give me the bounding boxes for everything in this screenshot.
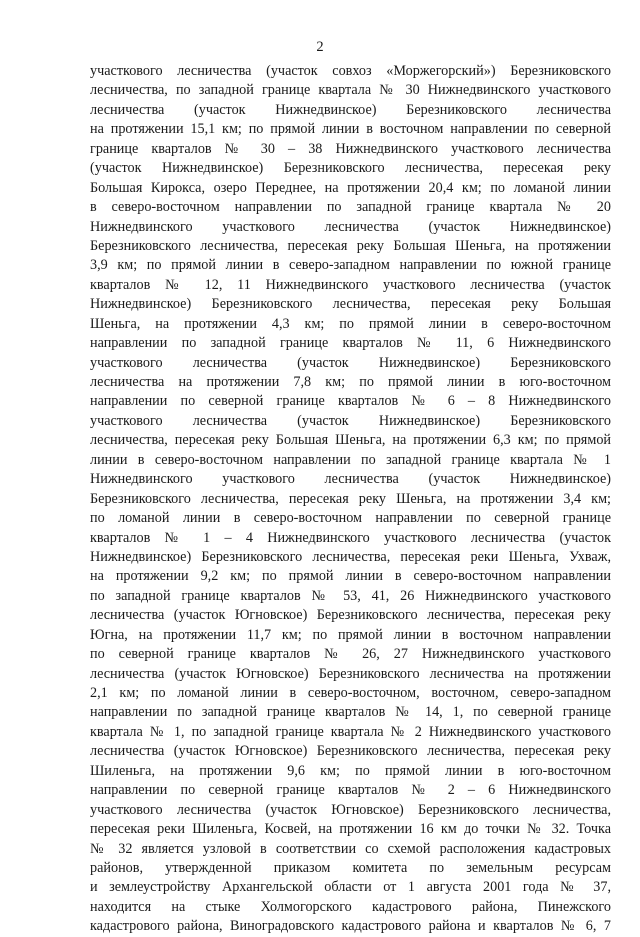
text-line: Шеньга, на протяжении 4,3 км; по прямой линии в северо-восточном bbox=[90, 315, 611, 332]
text-line: лесничества (участок Югновское) Березниковского лесничества на протяжении bbox=[90, 665, 611, 682]
text-line: № 32 является узловой в соответствии со схемой расположения кадастровых bbox=[90, 840, 611, 857]
text-line: кварталов № 12, 11 Нижнедвинского участкового лесничества (участок bbox=[90, 276, 611, 293]
body-text bbox=[90, 62, 611, 937]
page-number: 2 bbox=[316, 39, 324, 55]
text-line: Югна, на протяжении 11,7 км; по прямой линии в восточном направлении bbox=[90, 626, 611, 643]
text-line: на протяжении 9,2 км; по прямой линии в северо-восточном направлении bbox=[90, 568, 611, 585]
text-line: и землеустройству Архангельской области от 1 августа 2001 года № 37, bbox=[90, 879, 611, 896]
text-line: участкового лесничества (участок Югновское) Березниковского лесничества, bbox=[90, 801, 611, 818]
text-line: лесничества (участок Югновское) Березниковского лесничества, пересекая реку bbox=[90, 607, 611, 624]
text-line: пересекая реки Шиленьга, Косвей, на протяжении 16 км до точки № 32. Точка bbox=[90, 821, 611, 838]
text-line: Нижнедвинское) Березниковского лесничества, пересекая реку Большая bbox=[90, 296, 611, 313]
text-line: Березниковского лесничества, пересекая реку Шеньга, на протяжении 3,4 км; bbox=[90, 490, 611, 507]
text-line: лесничества, пересекая реку Большая Шеньга, на протяжении 6,3 км; по прямой bbox=[90, 432, 611, 449]
text-line: Нижнедвинского участкового лесничества (участок Нижнедвинское) bbox=[90, 471, 611, 488]
text-line: квартала № 1, по западной границе квартала № 2 Нижнедвинского участкового bbox=[90, 723, 611, 740]
text-line: лесничества (участок Югновское) Березниковского лесничества, пересекая реку bbox=[90, 743, 611, 760]
text-line: районов, утвержденной приказом комитета по земельным ресурсам bbox=[90, 859, 611, 876]
text-line: направлении по западной границе кварталов № 11, 6 Нижнедвинского bbox=[90, 335, 611, 352]
text-line: в северо-восточном направлении по западной границе квартала № 20 bbox=[90, 199, 611, 216]
text-line: находится на стыке Холмогорского кадастрового района, Пинежского bbox=[90, 898, 611, 915]
text-line: лесничества, по западной границе квартала № 30 Нижнедвинского участкового bbox=[90, 82, 611, 99]
text-line: участкового лесничества (участок Нижнедвинское) Березниковского bbox=[90, 412, 611, 429]
text-line: (участок Нижнедвинское) Березниковского лесничества, пересекая реку bbox=[90, 160, 611, 177]
text-line: Нижнедвинское) Березниковского лесничества, пересекая реки Шеньга, Ухваж, bbox=[90, 548, 611, 565]
text-line: по западной границе кварталов № 53, 41, 26 Нижнедвинского участкового bbox=[90, 587, 611, 604]
text-line: лесничества на протяжении 7,8 км; по прямой линии в юго-восточном bbox=[90, 374, 611, 390]
text-line: по северной границе кварталов № 26, 27 Нижнедвинского участкового bbox=[90, 646, 611, 663]
text-line: кадастрового района, Виноградовского кадастрового района и кварталов № 6, 7 bbox=[90, 918, 611, 935]
text-line: кварталов № 1 – 4 Нижнедвинского участкового лесничества (участок bbox=[90, 529, 611, 546]
text-line: Березниковского лесничества, пересекая реку Большая Шеньга, на протяжении bbox=[90, 237, 611, 254]
text-line: направлении по северной границе кварталов № 2 – 6 Нижнедвинского bbox=[90, 782, 611, 799]
text-line: участкового лесничества (участок Нижнедвинское) Березниковского bbox=[90, 354, 611, 371]
text-line: Шиленьга, на протяжении 9,6 км; по прямой линии в юго-восточном bbox=[90, 762, 611, 779]
text-line: участкового лесничества (участок совхоз «Моржегорский») Березниковского bbox=[90, 63, 611, 79]
text-line: 2,1 км; по ломаной линии в северо-восточном, восточном, северо-западном bbox=[90, 685, 611, 701]
text-line: на протяжении 15,1 км; по прямой линии в восточном направлении по северной bbox=[90, 121, 611, 138]
text-line: по ломаной линии в северо-восточном направлении по северной границе bbox=[90, 510, 611, 527]
text-line: границе кварталов № 30 – 38 Нижнедвинского участкового лесничества bbox=[90, 140, 611, 157]
text-line: 3,9 км; по прямой линии в северо-западном направлении по южной границе bbox=[90, 257, 611, 274]
text-line: Большая Кирокса, озеро Переднее, на протяжении 20,4 км; по ломаной линии bbox=[90, 179, 611, 196]
text-line: линии в северо-восточном направлении по западной границе квартала № 1 bbox=[90, 451, 611, 468]
text-line: лесничества (участок Нижнедвинское) Березниковского лесничества bbox=[90, 101, 611, 118]
text-line: направлении по северной границе кварталов № 6 – 8 Нижнедвинского bbox=[90, 393, 611, 410]
text-line: Нижнедвинского участкового лесничества (участок Нижнедвинское) bbox=[90, 218, 611, 235]
text-line: направлении по западной границе кварталов № 14, 1, по северной границе bbox=[90, 704, 611, 721]
